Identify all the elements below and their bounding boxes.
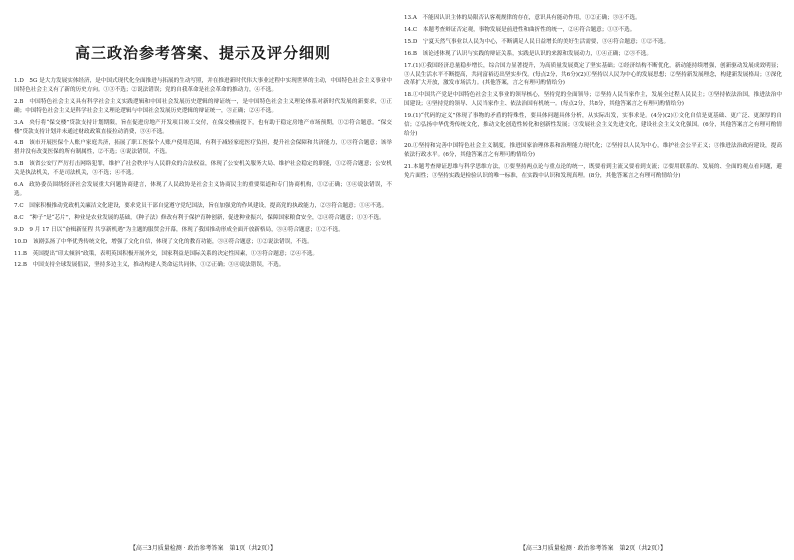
answer-item: 10.D 该剧弘扬了中华优秀传统文化，增强了文化自信，体现了文化的教育功能，③④符合题意；①②说法错误，不选。 (14, 238, 313, 245)
page-footer-left: 【高三3月质量检测 · 政治参考答案 第1页（共2页）】 (129, 545, 277, 552)
answer-item: 7.C 国家积极推动党政机关廉洁文化建设，要求党员干部自觉遵守党纪国法，旨在加强党的作风建设，提高党的执政能力，②③符合题意；①④不选。 (14, 202, 388, 209)
answer-item: 8.C “种子”是“芯片”，种业是农业发展的基础，《种子法》修改有利于保护育种创新，促进种业振兴，保障国家粮食安全，②④符合题意；①③不选。 (14, 214, 385, 221)
answer-item: 16.B 该论述体现了认识与实践的辩证关系，实践是认识的来源和发展动力，①④正确；②③不选。 (404, 50, 652, 57)
answer-item: 14.C 本题考查辩证否定观，事物发展是前进性和曲折性的统一，②④符合题意；①③不选。 (404, 26, 636, 33)
left-column (14, 14, 392, 273)
answer-item: 13.A 不能因认识主体的局限否认客观规律的存在，意识具有能动作用，①②正确；③④不选。 (404, 15, 641, 21)
answer-item: 18.①中国共产党是中国特色社会主义事业的领导核心，坚持党的全面领导；②坚持人民当家作主，发展全过程人民民主；③坚持依法治国，推进法治中国建设；④坚持党的领导、人民当家作主、依法治国有机统一。(每点2分，共8分，其他答案言之有理可酌情给分) (404, 92, 782, 108)
answer-item: 2.B 中国特色社会主义具有科学社会主义实践逻辑和中国社会发展历史逻辑的辩证统一，是中国特色社会主义理论体系对新时代发展的新要求，①正确；中国特色社会主义是科学社会主义理论逻辑与中国社会发展历史逻辑的辩证统一，③正确；②④不选。 (14, 98, 392, 114)
answer-item: 3.A 央行将“保交楼”贷款支持计划期限，旨在促进房地产开发项目竣工交付，在保交楼前提下，也有助于稳定房地产市场预期，①②符合题意。“保交楼”贷款支持计划并未通过财政政策直接拉动消费，③④不选。 (14, 119, 392, 135)
answer-item: 9.D 9 月 17 日以“奋楫新征程 共享新机遇”为主题的服贸会开幕，体现了我国推动形成全面开放新格局，③④符合题意；①②不选。 (14, 226, 344, 233)
left-answer-list (14, 77, 392, 270)
right-answer-list (404, 14, 782, 181)
right-column (404, 14, 782, 184)
answer-item: 12.B 中国支持全球发展倡议，坚持多边主义，推动构建人类命运共同体，①②正确；③④说法错误，不选。 (14, 262, 285, 269)
answer-item: 11.B 英国提出“印太倾斜”政策，表明英国积极开展外交，国家利益是国际关系的决定性因素，①③符合题意；②④不选。 (14, 250, 319, 257)
answer-item: 20.①坚持和完善中国特色社会主义制度，推进国家治理体系和治理能力现代化；②坚持以人民为中心，维护社会公平正义；③推进法治政府建设，提高依法行政水平。(6分，其他答案言之有理可酌情给分) (404, 142, 782, 158)
answer-item: 17.(1)①我国经济总量稳步增长，综合国力显著提升，为高质量发展奠定了坚实基础；②经济结构不断优化，新动能持续增强，创新驱动发展成效明显；③人民生活水平不断提高，共同富裕迈出坚实步伐。(每点2分，共6分)(2)①坚持以人民为中心的发展思想；②坚持新发展理念，构建新发展格局；③深化改革扩大开放，激发市场活力。(其他答案，言之有理可酌情给分) (404, 62, 782, 87)
answer-item: 15.D 宁夏天然气事业以人民为中心，不断满足人民日益增长的美好生活需要，③④符合题意；①②不选。 (404, 38, 670, 45)
answer-item: 1.D 5G 是大力发展实体经济，是中国式现代化全面推进与拓展的生动写照，并在推进新时代伟大事业过程中实现世界的主动，中国特色社会主义事业中国特色社会主义有了新的历史方向。①③不选；②说法错误；党的自我革命是社会革命的推动力，④不选。 (14, 78, 392, 93)
answer-item: 5.B 该省公安厅严厉打击网络犯罪，维护了社会秩序与人民群众的合法权益，体现了公安机关服务大局、维护社会稳定的职能，①②符合题意；公安机关是执法机关，不是司法机关，③不选；④不选。 (14, 161, 392, 177)
answer-item: 19.(1)“代码的定义”体现了事物的矛盾的特殊性，要具体问题具体分析，从实际出发，实事求是。(4分)(2)①文化自信是更基础、更广泛、更深厚的自信；②弘扬中华优秀传统文化，推动文化创造性转化和创新性发展；③发展社会主义先进文化，建设社会主义文化强国。(6分，其他答案言之有理可酌情给分) (404, 113, 782, 137)
page-footer-right: 【高三3月质量检测 · 政治参考答案 第2页（共2页）】 (519, 545, 667, 552)
answer-item: 6.A 政协委员围绕经济社会发展重大问题协商建言，体现了人民政协是社会主义协商民主的重要渠道和专门协商机构，①②正确；③④说法错误，不选。 (14, 182, 392, 197)
answer-item: 21.本题考查辩证思维与科学思维方法，①要坚持两点论与重点论的统一，既要看到主流又要看到支流；②要用联系的、发展的、全面的观点看问题，避免片面性；③坚持实践是检验认识的唯一标准，在实践中认识和发现真理。(8分，其他答案言之有理可酌情给分) (404, 163, 782, 179)
answer-item: 4.B 该市开展医保个人账户家庭共济，拓展了职工医保个人账户使用范围，有利于减轻家庭医疗负担，提升社会保障和共济能力，①③符合题意；该举措并没有改变医保的所有制属性，②不选；④说法错误，不选。 (14, 140, 392, 156)
page-title: 高三政治参考答案、提示及评分细则 (74, 44, 331, 62)
